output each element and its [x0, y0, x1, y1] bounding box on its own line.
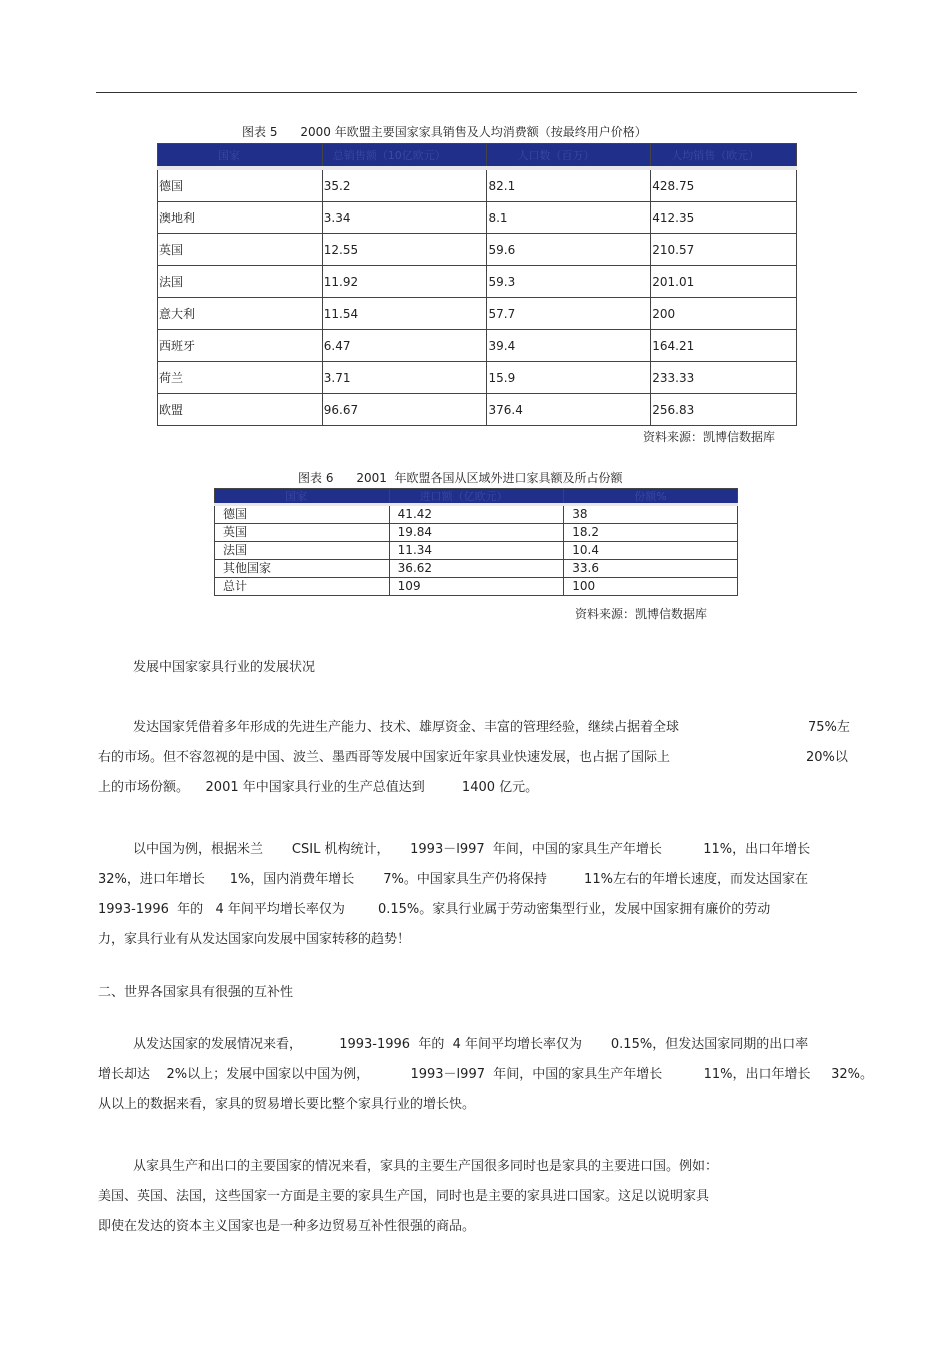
- table-cell: 39.4: [487, 330, 651, 362]
- table-cell: 100: [564, 578, 738, 596]
- table-cell: 164.21: [651, 330, 797, 362]
- table-cell: 11.34: [389, 542, 564, 560]
- table-cell: 59.6: [487, 234, 651, 266]
- table-cell: 法国: [158, 266, 323, 298]
- header-rule: [96, 92, 857, 93]
- table-cell: 109: [389, 578, 564, 596]
- table6-source: 资料来源：凯博信数据库: [575, 607, 708, 621]
- section-heading-complementary: 二、世界各国家具有很强的互补性: [98, 985, 294, 1000]
- paragraph-line: 右的市场。但不容忽视的是中国、波兰、墨西哥等发展中国家近年家具业快速发展，也占据了国际上: [98, 750, 671, 765]
- table-row: [158, 362, 797, 394]
- table-cell: 法国: [215, 542, 390, 560]
- paragraph-line: 32%，进口年增长 1%，国内消费年增长 7%。中国家具生产仍将保持 11%左右的年增长速度，而发达国家在: [98, 872, 808, 887]
- table-cell: 41.42: [389, 505, 564, 524]
- table-cell: 3.34: [322, 202, 487, 234]
- table-cell: 荷兰: [158, 362, 323, 394]
- table6-header-cell: 份额%: [564, 489, 738, 505]
- table-cell: 57.7: [487, 298, 651, 330]
- section-heading-developing: 发展中国家家具行业的发展状况: [133, 660, 316, 675]
- table-cell: 6.47: [322, 330, 487, 362]
- table-cell: 36.62: [389, 560, 564, 578]
- table-row: [215, 505, 738, 524]
- table-cell: 82.1: [487, 168, 651, 202]
- table-cell: 11.92: [322, 266, 487, 298]
- table-cell: 英国: [215, 524, 390, 542]
- table-row: [158, 234, 797, 266]
- table-row: [215, 560, 738, 578]
- table-row: [158, 202, 797, 234]
- table-row: [158, 394, 797, 426]
- table-cell: 10.4: [564, 542, 738, 560]
- table-cell: 19.84: [389, 524, 564, 542]
- table6-header-row: [215, 489, 738, 505]
- paragraph-line: 1993-1996 年的 4 年间平均增长率仅为 0.15%。家具行业属于劳动密集型行业，发展中国家拥有廉价的劳动: [98, 902, 771, 917]
- table-cell: 3.71: [322, 362, 487, 394]
- table5-header-cell: 国家: [158, 144, 323, 169]
- table-cell: 8.1: [487, 202, 651, 234]
- table-cell: 38: [564, 505, 738, 524]
- table-cell: 376.4: [487, 394, 651, 426]
- table-cell: 33.6: [564, 560, 738, 578]
- table-row: [158, 330, 797, 362]
- table-row: [215, 542, 738, 560]
- table5-header-cell: 人口数（百万）: [487, 144, 651, 169]
- table-cell: 412.35: [651, 202, 797, 234]
- paragraph-line: 即使在发达的资本主义国家也是一种多边贸易互补性很强的商品。: [98, 1219, 476, 1234]
- table-cell: 18.2: [564, 524, 738, 542]
- paragraph-line: 从发达国家的发展情况来看， 1993-1996 年的 4 年间平均增长率仅为 0.15%，但发达国家同期的出口率: [133, 1037, 809, 1052]
- table-cell: 意大利: [158, 298, 323, 330]
- table-cell: 澳地利: [158, 202, 323, 234]
- table-row: [158, 298, 797, 330]
- table-cell: 德国: [158, 168, 323, 202]
- table-cell: 96.67: [322, 394, 487, 426]
- table-cell: 12.55: [322, 234, 487, 266]
- table-cell: 德国: [215, 505, 390, 524]
- table5-header-cell: 总销售额（10亿欧元）: [322, 144, 487, 169]
- table-cell: 200: [651, 298, 797, 330]
- table5-header-row: [158, 144, 797, 169]
- table-cell: 201.01: [651, 266, 797, 298]
- paragraph-line: 增长却达 2%以上；发展中国家以中国为例， 1993－l997 年间，中国的家具生产年增长 11%，出口年增长 32%。: [98, 1067, 874, 1082]
- table-row: [158, 168, 797, 202]
- paragraph-line: 发达国家凭借着多年形成的先进生产能力、技术、雄厚资金、丰富的管理经验，继续占据着全球: [133, 720, 680, 735]
- table-cell: 总计: [215, 578, 390, 596]
- table-cell: 英国: [158, 234, 323, 266]
- table-cell: 35.2: [322, 168, 487, 202]
- table-row: [215, 578, 738, 596]
- table-row: [215, 524, 738, 542]
- table-cell: 西班牙: [158, 330, 323, 362]
- table-cell: 210.57: [651, 234, 797, 266]
- table5-caption: 图表 5 2000 年欧盟主要国家家具销售及人均消费额（按最终用户价格）: [242, 125, 647, 139]
- table-cell: 欧盟: [158, 394, 323, 426]
- paragraph-line: 75%左: [808, 720, 850, 735]
- table-cell: 256.83: [651, 394, 797, 426]
- table6-caption: 图表 6 2001 年欧盟各国从区域外进口家具额及所占份额: [298, 471, 623, 485]
- paragraph-line: 从家具生产和出口的主要国家的情况来看，家具的主要生产国很多同时也是家具的主要进口国。例如：: [133, 1159, 719, 1174]
- paragraph-line: 上的市场份额。 2001 年中国家具行业的生产总值达到 1400 亿元。: [98, 780, 539, 795]
- paragraph-line: 力，家具行业有从发达国家向发展中国家转移的趋势！: [98, 932, 411, 947]
- table-cell: 15.9: [487, 362, 651, 394]
- paragraph-line: 20%以: [806, 750, 848, 765]
- table5: [157, 143, 797, 426]
- table-row: [158, 266, 797, 298]
- table-cell: 59.3: [487, 266, 651, 298]
- table5-header-cell: 人均销售（欧元）: [651, 144, 797, 169]
- paragraph-line: 美国、英国、法国，这些国家一方面是主要的家具生产国，同时也是主要的家具进口国家。这足以说明家具: [98, 1189, 710, 1204]
- table-cell: 其他国家: [215, 560, 390, 578]
- paragraph-line: 从以上的数据来看，家具的贸易增长要比整个家具行业的增长快。: [98, 1097, 476, 1112]
- table5-source: 资料来源：凯博信数据库: [643, 430, 776, 444]
- paragraph-line: 以中国为例，根据米兰 CSIL 机构统计， 1993－l997 年间，中国的家具生产年增长 11%，出口年增长: [133, 842, 811, 857]
- table6-header-cell: 国家: [215, 489, 390, 505]
- table-cell: 428.75: [651, 168, 797, 202]
- table6: [214, 488, 738, 596]
- table-cell: 233.33: [651, 362, 797, 394]
- table-cell: 11.54: [322, 298, 487, 330]
- table6-header-cell: 进口额（亿欧元）: [389, 489, 564, 505]
